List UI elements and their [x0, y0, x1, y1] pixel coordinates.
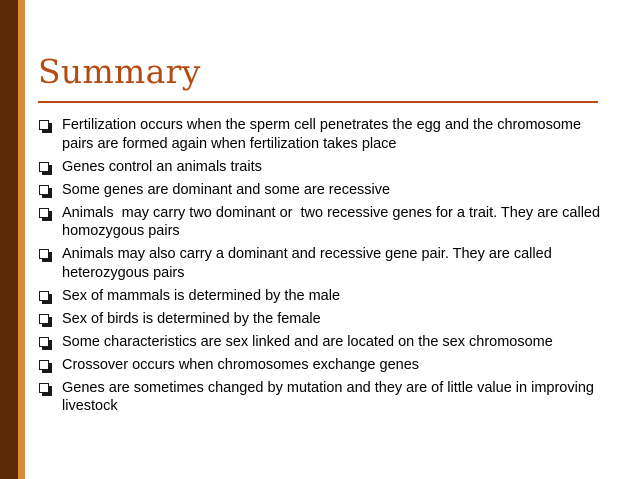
bullet-text: Genes control an animals traits [62, 158, 262, 175]
bullet-item [38, 181, 603, 200]
bullet-text: Some characteristics are sex linked and are located on the sex chromosome [62, 333, 553, 350]
bullet-item [38, 333, 603, 352]
bullet-item [38, 356, 603, 375]
square-bullet-icon [38, 158, 62, 177]
bullet-list [38, 116, 603, 420]
square-bullet-icon [38, 204, 62, 223]
square-bullet-icon [38, 116, 62, 135]
bullet-item [38, 310, 603, 329]
title-underline [38, 101, 598, 103]
left-accent-bar-dark [0, 0, 18, 479]
bullet-text: Animals may also carry a dominant and recessive gene pair. They are called heterozygous pairs [62, 246, 552, 281]
bullet-text: Sex of mammals is determined by the male [62, 287, 341, 304]
square-bullet-icon [38, 310, 62, 329]
bullet-item [38, 116, 603, 153]
bullet-text: Sex of birds is determined by the female [62, 310, 321, 327]
bullet-item [38, 287, 603, 306]
square-bullet-icon [38, 379, 62, 398]
left-accent-bar-light [18, 0, 25, 479]
bullet-item [38, 379, 603, 416]
square-bullet-icon [38, 181, 62, 200]
bullet-item [38, 245, 603, 282]
bullet-text: Animals may carry two dominant or two recessive genes for a trait. They are called homozygous pairs [62, 204, 605, 239]
bullet-item [38, 204, 603, 241]
bullet-text: Some genes are dominant and some are recessive [62, 181, 391, 198]
bullet-text: Fertilization occurs when the sperm cell penetrates the egg and the chromosome pairs are formed again when fertilization takes place [62, 117, 582, 152]
square-bullet-icon [38, 287, 62, 306]
square-bullet-icon [38, 245, 62, 264]
square-bullet-icon [38, 356, 62, 375]
slide-title: Summary [38, 52, 201, 91]
bullet-item [38, 158, 603, 177]
bullet-text: Genes are sometimes changed by mutation and they are of little value in improving livestock [62, 379, 594, 414]
square-bullet-icon [38, 333, 62, 352]
bullet-text: Crossover occurs when chromosomes exchange genes [62, 356, 420, 373]
